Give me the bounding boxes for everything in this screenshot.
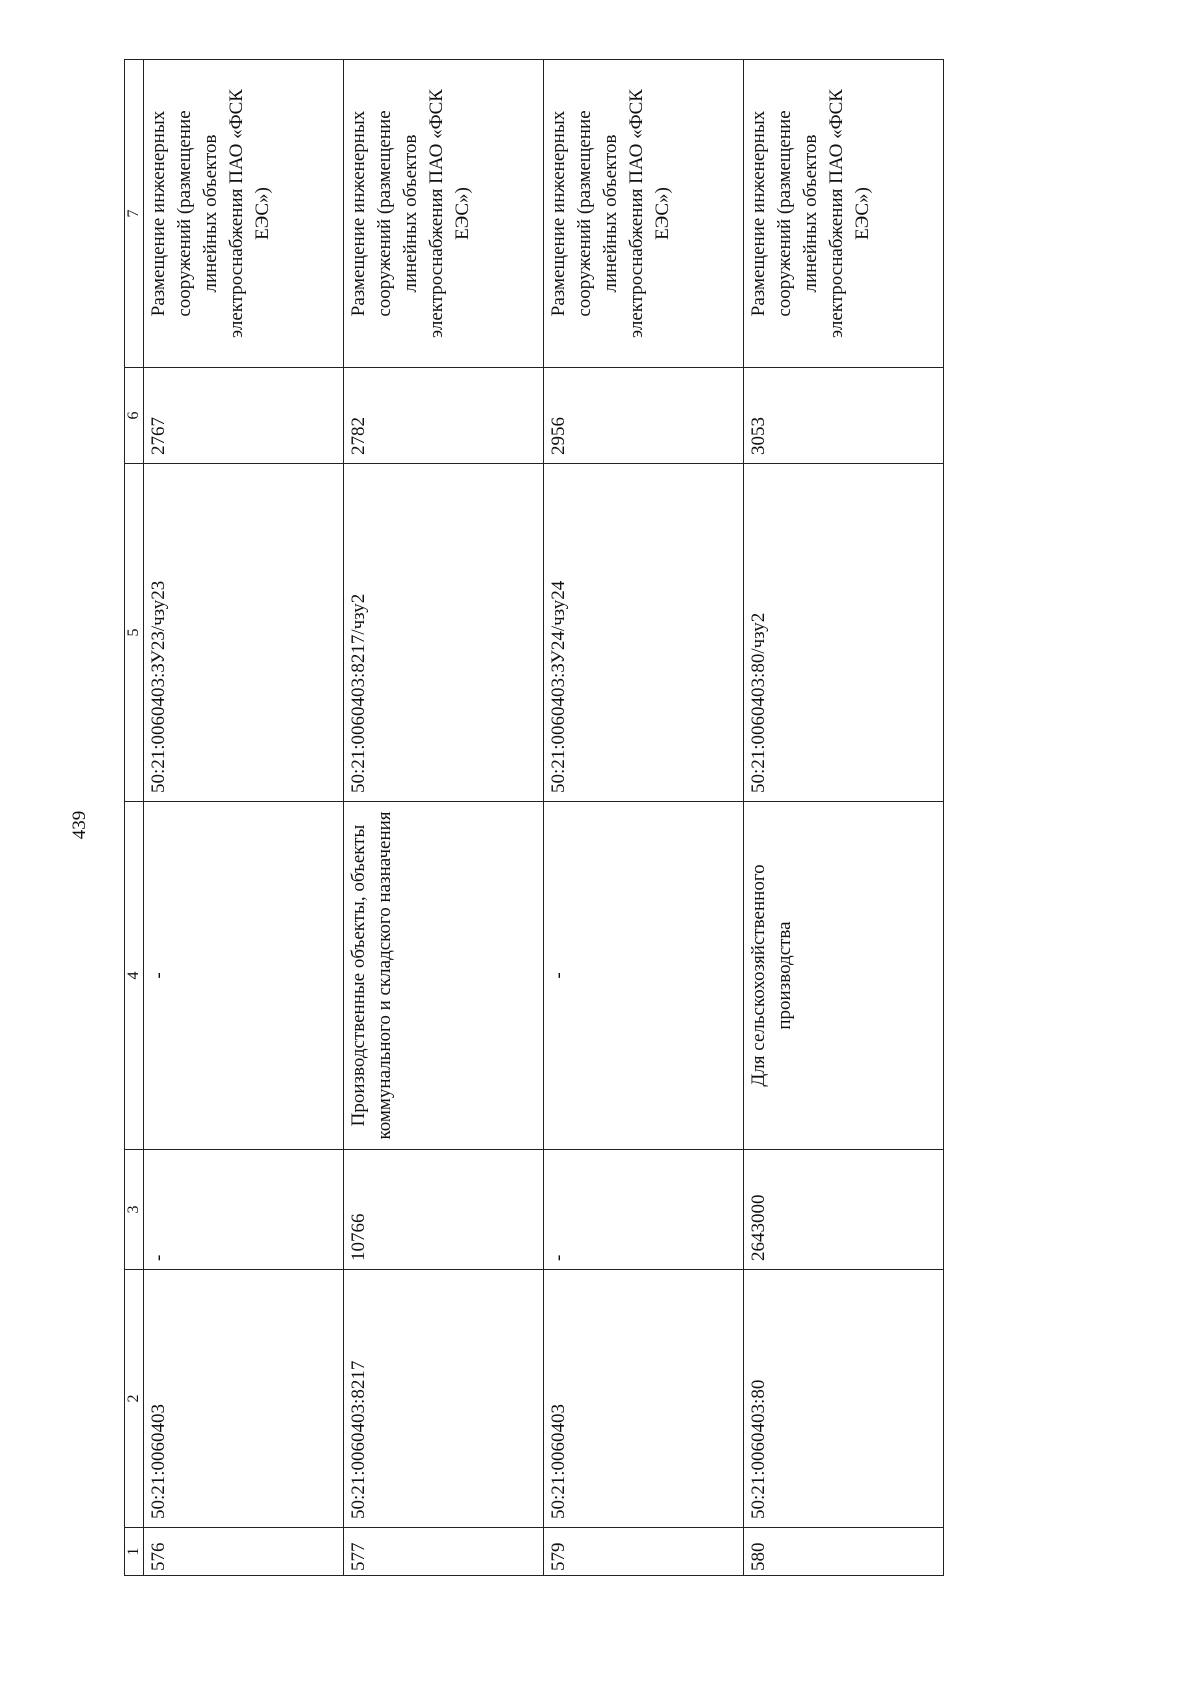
part-number-cell: 50:21:0060403:80/чзу2 (744, 464, 944, 802)
column-header-7: 7 (125, 60, 144, 368)
row-number-cell: 580 (744, 1528, 944, 1576)
cadastral-number-cell: 50:21:0060403 (544, 1270, 744, 1528)
permitted-use-cell: Для сельскохозяйственного производства (744, 802, 944, 1150)
cadastral-number-cell: 50:21:0060403:80 (744, 1270, 944, 1528)
part-number-cell: 50:21:0060403:ЗУ24/чзу24 (544, 464, 744, 802)
area-cell: - (144, 1150, 344, 1270)
column-header-3: 3 (125, 1150, 144, 1270)
usage-purpose-cell: Размещение инженерных сооружений (размещение линейных объектов электроснабжения ПАО «ФСК ЕЭС») (144, 60, 344, 368)
table-row (344, 60, 544, 1576)
column-header-2: 2 (125, 1270, 144, 1528)
row-number-cell: 577 (344, 1528, 544, 1576)
table-row (744, 60, 944, 1576)
table-row (544, 60, 744, 1576)
cadastral-number-cell: 50:21:0060403:8217 (344, 1270, 544, 1528)
area-cell: 2643000 (744, 1150, 944, 1270)
part-area-cell: 2956 (544, 368, 744, 464)
usage-purpose-cell: Размещение инженерных сооружений (размещение линейных объектов электроснабжения ПАО «ФСК ЕЭС») (544, 60, 744, 368)
column-header-6: 6 (125, 368, 144, 464)
page-number: 439 (69, 810, 90, 840)
usage-purpose-cell: Размещение инженерных сооружений (размещение линейных объектов электроснабжения ПАО «ФСК ЕЭС») (744, 60, 944, 368)
table-row (144, 60, 344, 1576)
row-number-cell: 579 (544, 1528, 744, 1576)
part-number-cell: 50:21:0060403:ЗУ23/чзу23 (144, 464, 344, 802)
column-header-1: 1 (125, 1528, 144, 1576)
cadastral-number-cell: 50:21:0060403 (144, 1270, 344, 1528)
land-plots-table (124, 60, 934, 1576)
part-area-cell: 2782 (344, 368, 544, 464)
permitted-use-cell: Производственные объекты, объекты коммунального и складского назначения (344, 802, 544, 1150)
part-area-cell: 2767 (144, 368, 344, 464)
permitted-use-cell: - (144, 802, 344, 1150)
column-header-5: 5 (125, 464, 144, 802)
area-cell: 10766 (344, 1150, 544, 1270)
area-cell: - (544, 1150, 744, 1270)
permitted-use-cell: - (544, 802, 744, 1150)
header-row (125, 60, 144, 1576)
row-number-cell: 576 (144, 1528, 344, 1576)
part-number-cell: 50:21:0060403:8217/чзу2 (344, 464, 544, 802)
part-area-cell: 3053 (744, 368, 944, 464)
column-header-4: 4 (125, 802, 144, 1150)
usage-purpose-cell: Размещение инженерных сооружений (размещение линейных объектов электроснабжения ПАО «ФСК ЕЭС») (344, 60, 544, 368)
